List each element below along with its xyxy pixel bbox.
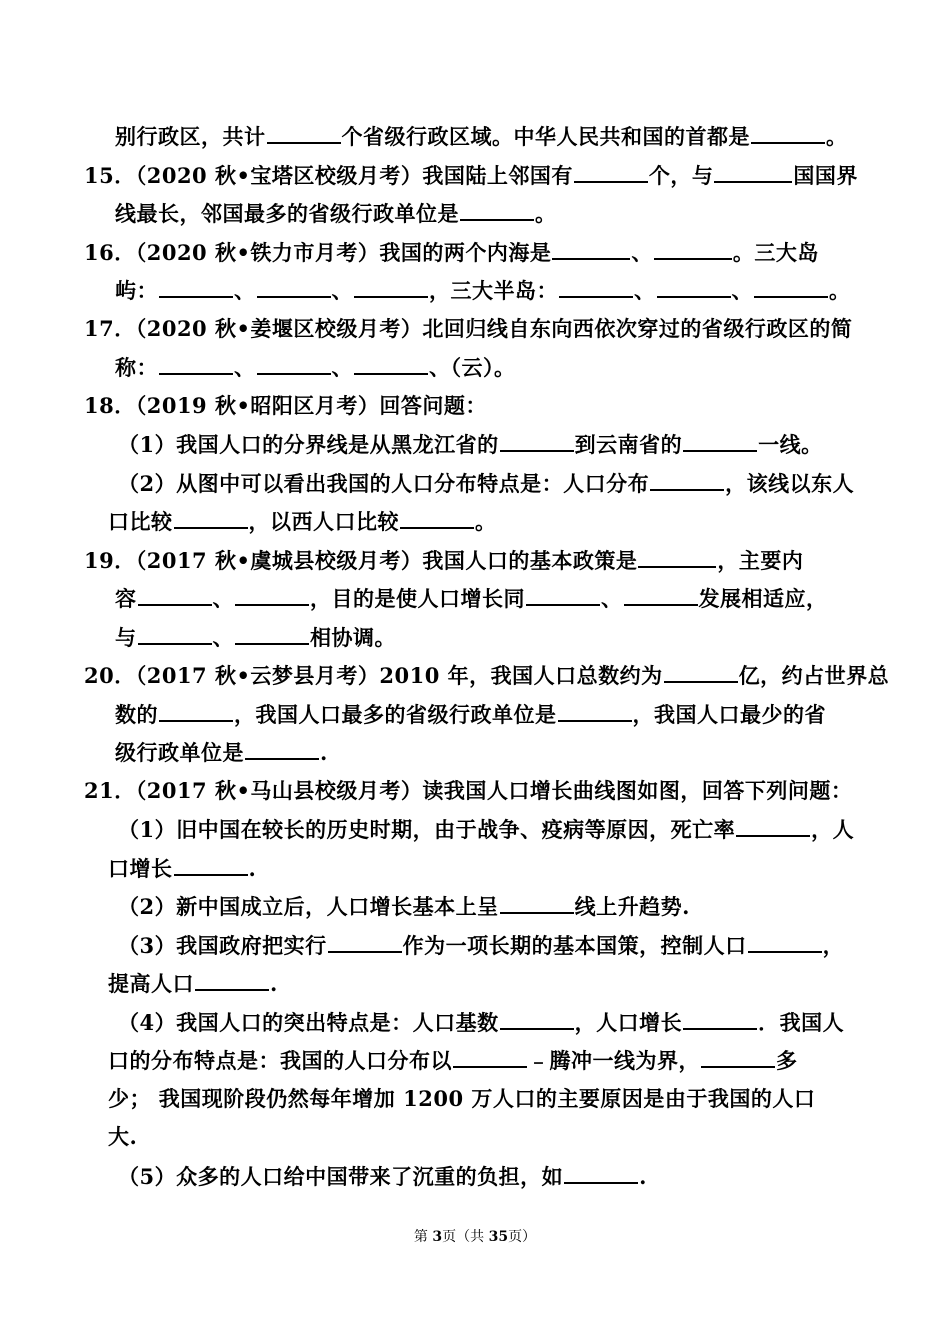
answer-blank[interactable] — [245, 738, 319, 760]
answer-blank[interactable] — [701, 1046, 775, 1068]
answer-blank[interactable] — [526, 584, 600, 606]
text-line: 数的 ，我国人口最多的省级行政单位是 ，我国人口最少的省 — [115, 702, 826, 727]
answer-blank[interactable] — [714, 161, 792, 183]
answer-blank[interactable] — [683, 1008, 757, 1030]
sub-question: （4）我国人口的突出特点是：人口基数 ，人口增长 ．我国人 — [118, 1010, 845, 1035]
answer-blank[interactable] — [159, 353, 233, 375]
answer-blank[interactable] — [748, 931, 822, 953]
answer-blank[interactable] — [195, 969, 269, 991]
answer-blank[interactable] — [354, 353, 428, 375]
text-line: 口比较 ，以西人口比较 。 — [108, 509, 497, 534]
sub-question: （2）新中国成立后，人口增长基本上呈 线上升趋势. — [118, 894, 690, 919]
answer-blank[interactable] — [624, 584, 698, 606]
sub-question: （1）旧中国在较长的历史时期，由于战争、疫病等原因，死亡率 ，人 — [118, 817, 855, 842]
question-21: 21．（2017 秋•马山县校级月考）读我国人口增长曲线图如图，回答下列问题： — [84, 778, 853, 803]
answer-blank[interactable] — [400, 507, 474, 529]
text-line: 提高人口 . — [108, 971, 278, 996]
answer-blank[interactable] — [500, 1008, 574, 1030]
page-total: 35 — [488, 1229, 509, 1245]
answer-blank[interactable] — [235, 623, 309, 645]
answer-blank[interactable] — [559, 276, 633, 298]
text-line: 称： 、 、 、（云）。 — [115, 355, 516, 380]
answer-blank[interactable] — [500, 892, 574, 914]
answer-blank[interactable] — [328, 931, 402, 953]
text-line: 容 、 ，目的是使人口增长同 、 发展相适应， — [115, 586, 828, 611]
answer-blank[interactable] — [138, 623, 212, 645]
answer-blank[interactable] — [138, 584, 212, 606]
answer-blank[interactable] — [354, 276, 428, 298]
text-line: 口的分布特点是：我国的人口分布以 ﹣腾冲一线为界， 多 — [108, 1048, 798, 1073]
page-number: 3 — [432, 1229, 443, 1245]
text-line: 别行政区，共计 个省级行政区域。中华人民共和国的首都是 。 — [115, 124, 848, 149]
answer-blank[interactable] — [267, 122, 341, 144]
text-line: 大. — [108, 1124, 138, 1149]
sub-question: （2）从图中可以看出我国的人口分布特点是：人口分布 ，该线以东人 — [118, 471, 855, 496]
text-line: 屿： 、 、 ，三大半岛： 、 、 。 — [115, 278, 851, 303]
answer-blank[interactable] — [654, 238, 732, 260]
answer-blank[interactable] — [453, 1046, 527, 1068]
answer-blank[interactable] — [754, 276, 828, 298]
question-20: 20．（2017 秋•云梦县月考）2010 年，我国人口总数约为 亿，约占世界总 — [84, 663, 890, 688]
sub-question: （5）众多的人口给中国带来了沉重的负担，如 . — [118, 1164, 647, 1189]
answer-blank[interactable] — [664, 661, 738, 683]
answer-blank[interactable] — [564, 1162, 638, 1184]
question-18: 18．（2019 秋•昭阳区月考）回答问题： — [84, 393, 487, 418]
answer-blank[interactable] — [257, 353, 331, 375]
answer-blank[interactable] — [174, 507, 248, 529]
answer-blank[interactable] — [159, 700, 233, 722]
answer-blank[interactable] — [257, 276, 331, 298]
sub-question: （3）我国政府把实行 作为一项长期的基本国策，控制人口 ， — [118, 933, 845, 958]
answer-blank[interactable] — [174, 854, 248, 876]
answer-blank[interactable] — [751, 122, 825, 144]
answer-blank[interactable] — [235, 584, 309, 606]
question-19: 19．（2017 秋•虞城县校级月考）我国人口的基本政策是 ，主要内 — [84, 548, 804, 573]
answer-blank[interactable] — [558, 700, 632, 722]
answer-blank[interactable] — [500, 430, 574, 452]
answer-blank[interactable] — [736, 815, 810, 837]
text-line: 与 、 相协调。 — [115, 625, 396, 650]
answer-blank[interactable] — [552, 238, 630, 260]
answer-blank[interactable] — [683, 430, 757, 452]
answer-blank[interactable] — [574, 161, 648, 183]
text-line: 线最长，邻国最多的省级行政单位是 。 — [115, 201, 557, 226]
answer-blank[interactable] — [638, 546, 716, 568]
question-17: 17．（2020 秋•姜堰区校级月考）北回归线自东向西依次穿过的省级行政区的简 — [84, 316, 853, 341]
answer-blank[interactable] — [650, 469, 724, 491]
question-15: 15．（2020 秋•宝塔区校级月考）我国陆上邻国有 个，与 国国界 — [84, 163, 858, 188]
text-line: 级行政单位是 . — [115, 740, 328, 765]
answer-blank[interactable] — [460, 199, 534, 221]
answer-blank[interactable] — [657, 276, 731, 298]
text-line: 少； 我国现阶段仍然每年增加 1200 万人口的主要原因是由于我国的人口 — [108, 1086, 816, 1111]
answer-blank[interactable] — [159, 276, 233, 298]
text-line: 口增长 . — [108, 856, 257, 881]
sub-question: （1）我国人口的分界线是从黑龙江省的 到云南省的 一线。 — [118, 432, 823, 457]
page-footer: 第 3页（共 35页） — [413, 1229, 537, 1245]
question-16: 16．（2020 秋•铁力市月考）我国的两个内海是 、 。三大岛 — [84, 240, 819, 265]
